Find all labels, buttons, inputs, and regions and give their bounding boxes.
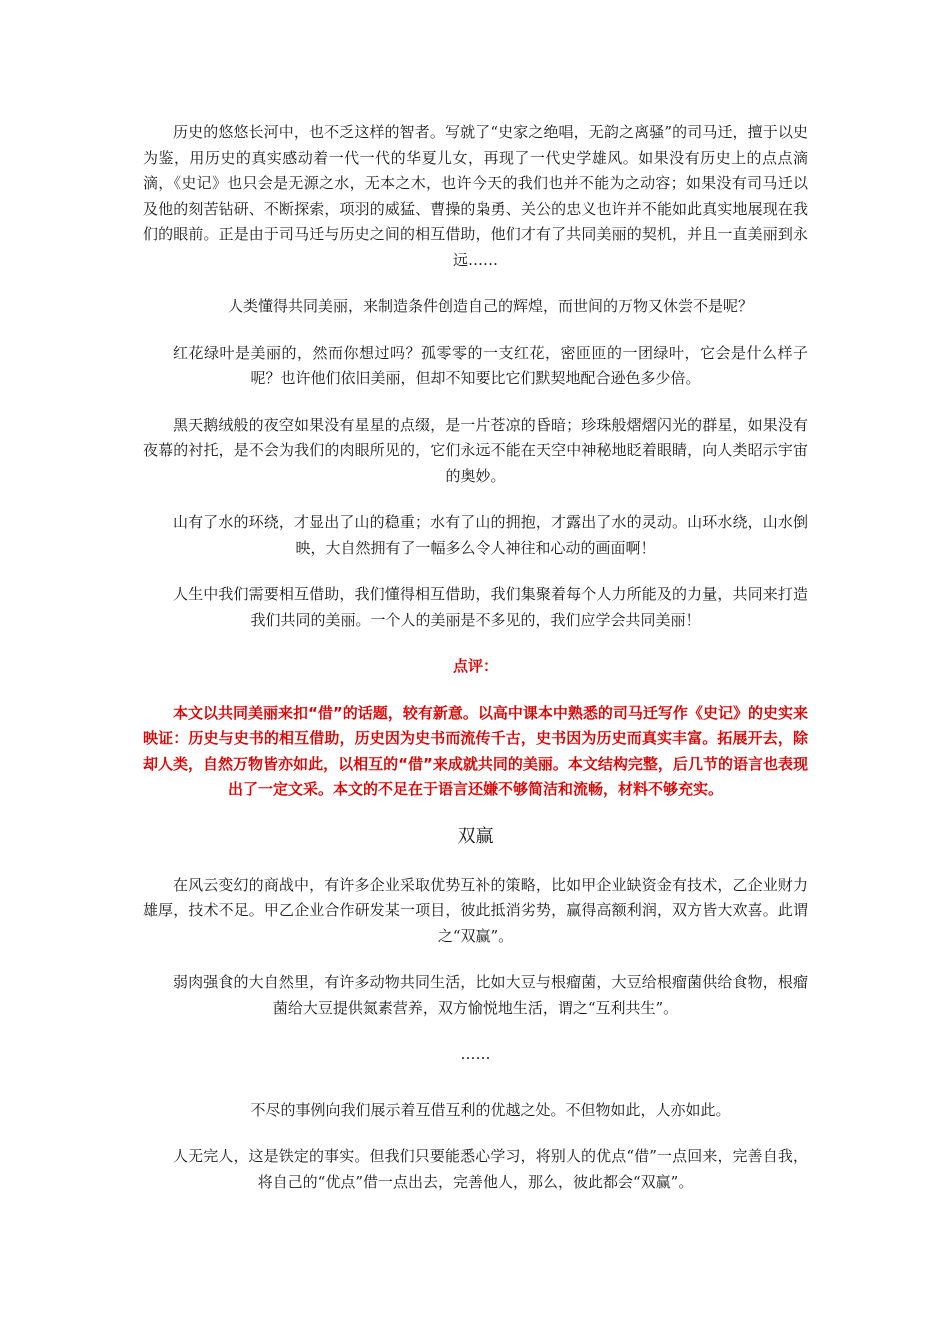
paragraph-humans-beauty: 人类懂得共同美丽，来制造条件创造自己的辉煌，而世间的万物又休尝不是呢？ xyxy=(227,297,753,315)
section-title: 双赢 xyxy=(457,825,494,847)
comment-body: 本文以共同美丽来扣“借”的话题，较有新意。以高中课本中熟悉的司马迁写作《史记》的史实来映证：历史与史书的相互借助，历史因为史书而流传千古，史书因为历史而真实丰富。拓展开去，除却人类，自然万物皆亦如此，以相互的“借”来成就共同的美丽。本文结构完整，后几节的语言也表现出了一定文采。本文的不足在于语言还嫌不够简洁和流畅，材料不够充实。 xyxy=(143,703,808,798)
paragraph-business-win-win: 在风云变幻的商战中，有许多企业采取优势互补的策略，比如甲企业缺资金有技术，乙企业财力雄厚，技术不足。甲乙企业合作研发某一项目，彼此抵消劣势，赢得高额利润，双方皆大欢喜。此谓之“双赢”。 xyxy=(143,875,808,945)
section-ellipsis: …… xyxy=(460,1045,491,1063)
paragraph-mutual-help: 人生中我们需要相互借助，我们懂得相互借助，我们集聚着每个人力所能及的力量，共同来打造我们共同的美丽。一个人的美丽是不多见的，我们应学会共同美丽！ xyxy=(173,585,808,629)
document-content xyxy=(143,120,808,1216)
comment-label: 点评： xyxy=(452,657,498,675)
paragraph-symbiosis: 弱肉强食的大自然里，有许多动物共同生活，比如大豆与根瘤菌，大豆给根瘤菌供给食物，根瘤菌给大豆提供氮素营养，双方愉悦地生活，谓之“互利共生”。 xyxy=(173,973,808,1017)
paragraph-examples: 不尽的事例向我们展示着互借互利的优越之处。不但物如此，人亦如此。 xyxy=(250,1100,731,1119)
paragraph-sima-qian: 历史的悠悠长河中，也不乏这样的智者。写就了“史家之绝唱，无韵之离骚”的司马迁，擅于以史为鉴，用历史的真实感动着一代一代的华夏儿女，再现了一代史学雄风。如果没有历史上的点点滴滴，《史记》也只会是无源之水，无本之木，也许今天的我们也并不能为之动容；如果没有司马迁以及他的刻苦钻研、不断探索，项羽的威猛、曹操的枭勇、关公的忠义也许并不能如此真实地展现在我们的眼前。正是由于司马迁与历史之间的相互借助，他们才有了共同美丽的契机，并且一直美丽到永远…… xyxy=(143,123,808,269)
paragraph-red-flower-green-leaf: 红花绿叶是美丽的，然而你想过吗？孤零零的一支红花，密匝匝的一团绿叶，它会是什么样子呢？也许他们依旧美丽，但却不知要比它们默契地配合逊色多少倍。 xyxy=(173,343,808,387)
paragraph-night-sky-stars: 黑天鹅绒般的夜空如果没有星星的点缀，是一片苍凉的昏暗；珍珠般熠熠闪光的群星，如果没有夜幕的衬托，是不会为我们的肉眼所见的，它们永远不能在天空中神秘地眨着眼睛，向人类昭示宇宙的奥妙。 xyxy=(143,415,808,485)
paragraph-nobody-perfect: 人无完人，这是铁定的事实。但我们只要能悉心学习，将别人的优点“借”一点回来，完善自我，将自己的“优点”借一点出去，完善他人，那么，彼此都会“双赢”。 xyxy=(173,1147,808,1191)
paragraph-mountain-water: 山有了水的环绕，才显出了山的稳重；水有了山的拥抱，才露出了水的灵动。山环水绕，山水倒映，大自然拥有了一幅多么令人神往和心动的画面啊！ xyxy=(173,513,808,557)
